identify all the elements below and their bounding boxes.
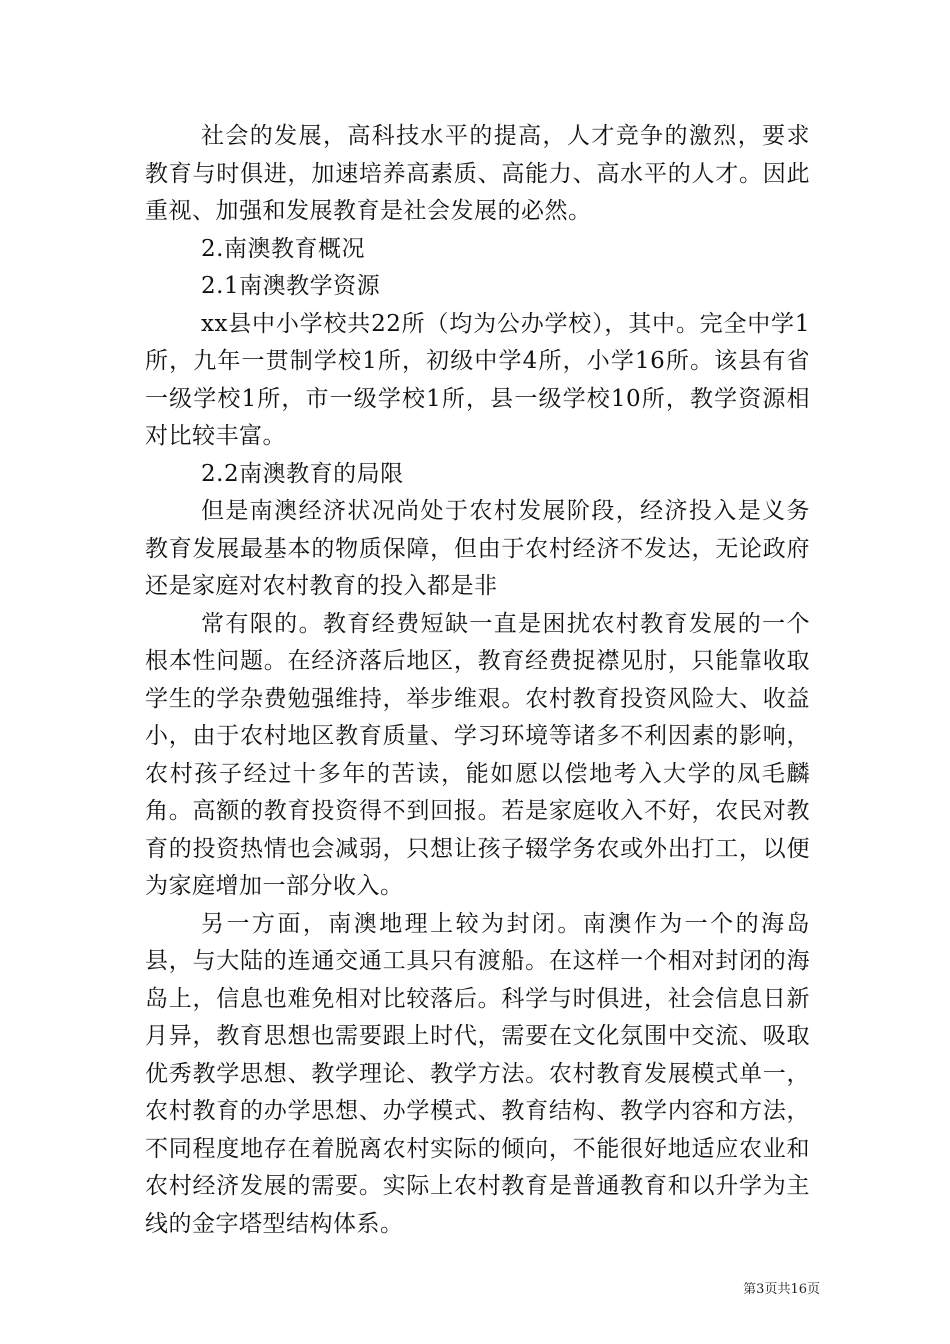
paragraph-intro: 社会的发展，高科技水平的提高，人才竞争的激烈，要求教育与时俱进，加速培养高素质、高能力、高水平的人才。因此重视、加强和发展教育是社会发展的必然。: [145, 123, 810, 224]
section-heading-2-2: 2.2南澳教育的局限: [201, 460, 404, 487]
paragraph-limits: 但是南澳经济状况尚处于农村发展阶段，经济投入是义务教育发展最基本的物质保障，但由于农村经济不发达，无论政府还是家庭对农村教育的投入都是非: [145, 498, 810, 599]
page-number: 第3页共16页: [743, 1282, 820, 1297]
section-heading-2-1: 2.1南澳教学资源: [201, 273, 381, 299]
section-heading-2: 2.南澳教育概况: [201, 235, 365, 262]
document-body: [145, 118, 810, 1243]
paragraph-funding: 常有限的。教育经费短缺一直是困扰农村教育发展的一个根本性问题。在经济落后地区，教育经费捉襟见肘，只能靠收取学生的学杂费勉强维持，举步维艰。农村教育投资风险大、收益小，由于农村地区教育质量、学习环境等诸多不利因素的影响，农村孩子经过十多年的苦读，能如愿以偿地考入大学的凤毛麟角。高额的教育投资得不到回报。若是家庭收入不好，农民对教育的投资热情也会减弱，只想让孩子辍学务农或外出打工，以便为家庭增加一部分收入。: [145, 610, 810, 899]
paragraph-geography: 另一方面，南澳地理上较为封闭。南澳作为一个的海岛县，与大陆的连通交通工具只有渡船。在这样一个相对封闭的海岛上，信息也难免相对比较落后。科学与时俱进，社会信息日新月异，教育思想也需要跟上时代，需要在文化氛围中交流、吸取优秀教学思想、教学理论、教学方法。农村教育发展模式单一，农村教育的办学思想、办学模式、教育结构、教学内容和方法，不同程度地存在着脱离农村实际的倾向，不能很好地适应农业和农村经济发展的需要。实际上农村教育是普通教育和以升学为主线的金字塔型结构体系。: [145, 910, 810, 1237]
paragraph-resources: xx县中小学校共22所（均为公办学校），其中。完全中学1所，九年一贯制学校1所，初级中学4所，小学16所。该县有省一级学校1所，市一级学校1所，县一级学校10所，教学资源相对比较丰富。: [145, 310, 810, 449]
